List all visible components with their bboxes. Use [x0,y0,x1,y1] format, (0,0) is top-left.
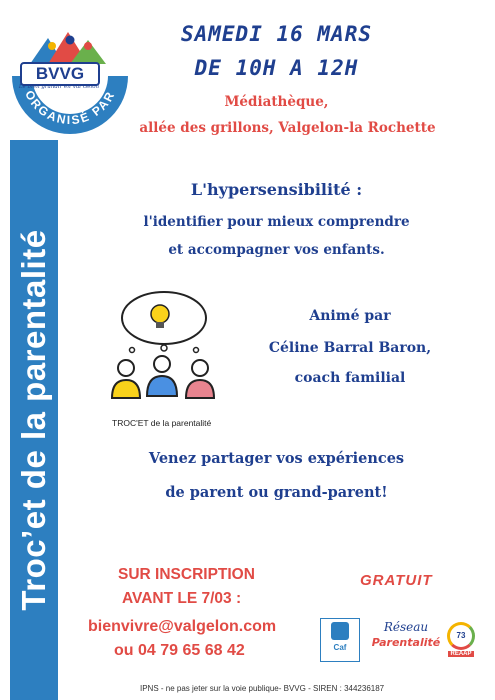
reseau-label: Réseau [383,620,429,634]
logo-ring-text: ORGANISÉ PAR [22,88,118,128]
reaap-label: REAAP [448,651,474,657]
illustration [104,288,224,408]
price-label: GRATUIT [360,572,433,589]
sidebar-title: Troc’et de la parentalité [15,229,52,611]
animator-line1: Animé par [309,308,391,324]
idea-people-icon [104,288,224,408]
logo-name: BVVG [20,62,100,86]
theme-line1: l'identifier pour mieux comprendre [143,214,410,230]
event-time: DE 10H A 12H [194,56,359,80]
caf-emblem-icon [331,622,349,640]
reaap-number: 73 [447,622,475,650]
invite-line1: Venez partager vos expériences [148,450,405,467]
footer-legal: IPNS - ne pas jeter sur la voie publique- BVVG - SIREN : 344236187 [140,684,385,693]
registration-email[interactable]: bienvivre@valgelon.com [88,618,277,635]
theme-title: L'hypersensibilité : [190,180,363,199]
registration-phone[interactable]: ou 04 79 65 68 42 [114,642,245,659]
event-date: SAMEDI 16 MARS [180,22,372,46]
illustration-caption: TROC'ET de la parentalité [112,418,212,428]
theme-line2: et accompagner vos enfants. [168,242,385,258]
animator-role: coach familial [294,370,406,386]
caf-label: Caf [333,643,347,652]
logo-tagline: Le bien grandir en Val Gelon [18,84,100,90]
registration-line2: AVANT LE 7/03 : [122,590,242,607]
reseau-parentalite-logo [366,620,446,649]
reaap-logo [448,622,474,657]
registration-line1: SUR INSCRIPTION [118,566,255,583]
invite-line2: de parent ou grand-parent! [165,484,388,501]
venue-address: allée des grillons, Valgelon-la Rochette [139,120,436,136]
animator-name: Céline Barral Baron, [268,340,432,356]
venue-name: Médiathèque, [224,94,329,110]
parentalite-label: Parentalité [371,636,441,649]
caf-logo [320,618,360,662]
